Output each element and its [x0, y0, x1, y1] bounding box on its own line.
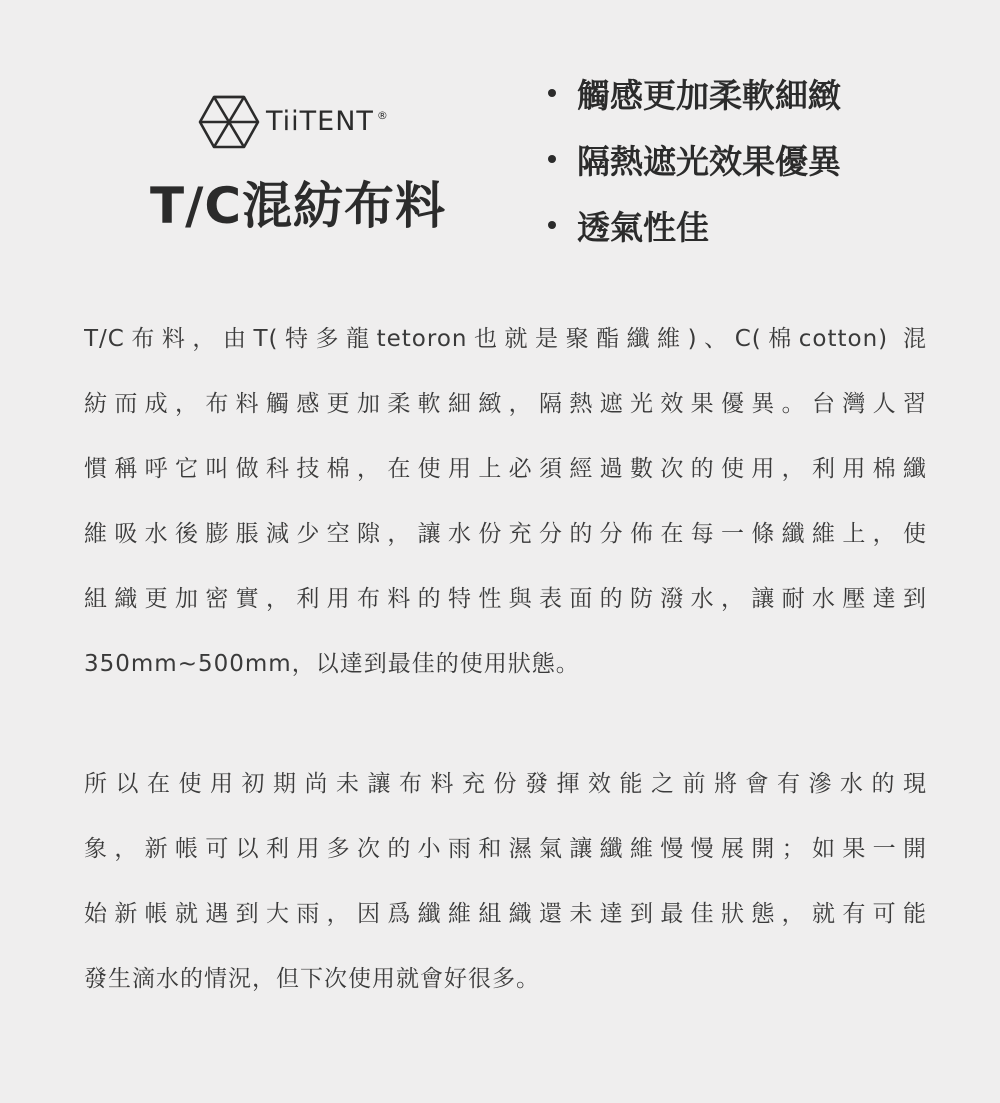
feature-item — [548, 126, 841, 192]
paragraph-line: 維吸水後膨脹減少空隙，讓水份充分的分佈在每一條纖維上，使 — [84, 521, 927, 547]
registered-mark: ® — [376, 108, 388, 122]
paragraph-line: 組織更加密實，利用布料的特性與表面的防潑水，讓耐水壓達到 — [84, 586, 927, 612]
feature-item — [548, 60, 841, 126]
paragraph-line: 象，新帳可以利用多次的小雨和濕氣讓纖維慢慢展開；如果一開 — [84, 836, 927, 862]
feature-item — [548, 192, 841, 258]
description-paragraph-2 — [84, 752, 927, 1012]
brand-row — [198, 92, 388, 152]
bullet-icon — [548, 155, 556, 163]
paragraph-line: 所以在使用初期尚未讓布料充份發揮效能之前將會有滲水的現 — [84, 771, 927, 797]
feature-text: 隔熱遮光效果優異 — [577, 141, 841, 181]
paragraph-line: 發生滴水的情況，但下次使用就會好很多。 — [84, 966, 540, 992]
paragraph-line: 始新帳就遇到大雨，因爲纖維組織還未達到最佳狀態，就有可能 — [84, 901, 927, 927]
paragraph-line: T/C布料，由T(特多龍tetoron也就是聚酯纖維)、C(棉cotton) 混 — [84, 326, 927, 352]
paragraph-line: 慣稱呼它叫做科技棉，在使用上必須經過數次的使用，利用棉纖 — [84, 456, 927, 482]
bullet-icon — [548, 89, 556, 97]
paragraph-line: 350mm~500mm，以達到最佳的使用狀態。 — [84, 651, 580, 677]
product-title: T/C混紡布料 — [150, 177, 447, 235]
description-paragraph-1 — [84, 307, 927, 697]
hexagon-logo-icon — [198, 92, 260, 152]
feature-list — [548, 60, 841, 258]
brand-name: TiiTENT — [266, 106, 374, 137]
paragraph-line: 紡而成，布料觸感更加柔軟細緻，隔熱遮光效果優異。台灣人習 — [84, 391, 927, 417]
bullet-icon — [548, 221, 556, 229]
feature-text: 觸感更加柔軟細緻 — [577, 75, 841, 115]
feature-text: 透氣性佳 — [577, 207, 709, 247]
